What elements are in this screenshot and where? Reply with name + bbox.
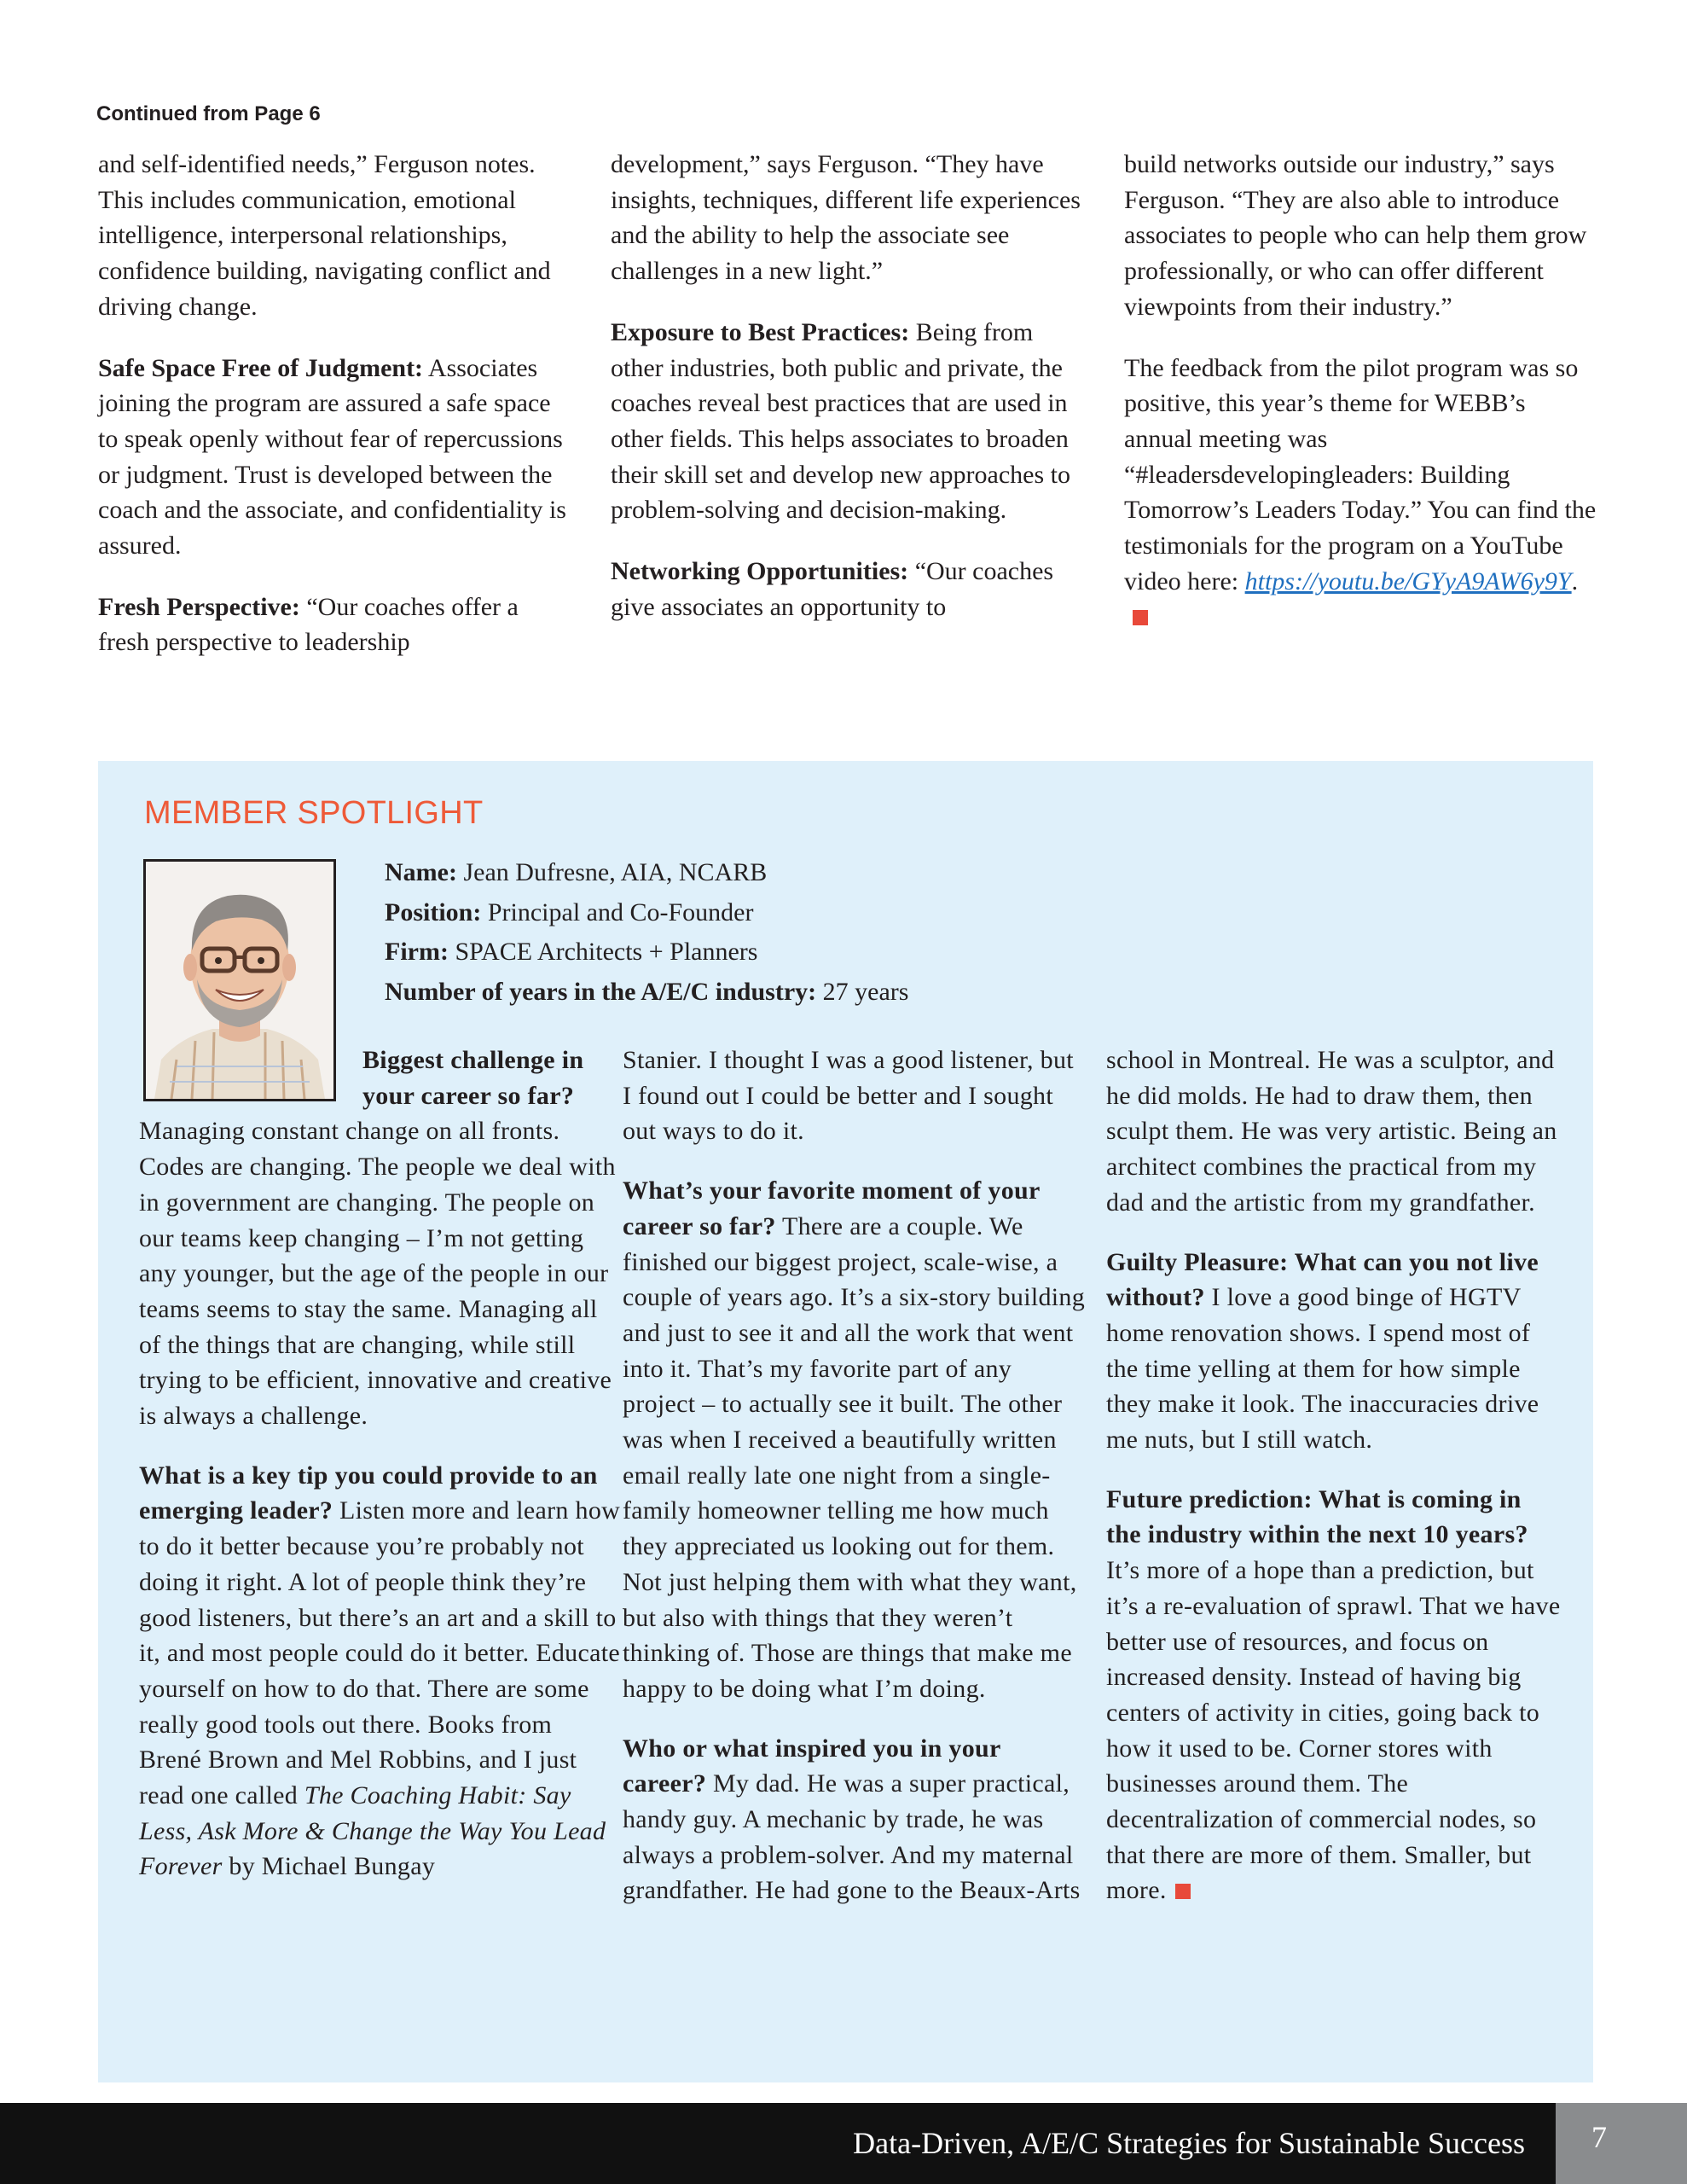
bio-value: Jean Dufresne, AIA, NCARB	[456, 858, 768, 886]
article-paragraph	[1124, 351, 1598, 636]
footer-bar	[0, 2103, 1687, 2184]
continued-label: Continued from Page 6	[96, 102, 321, 125]
bio-value: 27 years	[816, 977, 909, 1006]
page-number-box	[1556, 2103, 1687, 2184]
spotlight-title: MEMBER SPOTLIGHT	[144, 795, 484, 831]
bio-years-row	[385, 973, 908, 1013]
bio-name-row	[385, 853, 908, 893]
article-paragraph	[611, 315, 1088, 528]
answer: My dad. He was a super practical, handy guy. A mechanic by trade, he was always a problem-solver. And my maternal grandfather. He had gone to the Beaux-Arts	[623, 1769, 1081, 1905]
qa-paragraph: school in Montreal. He was a sculptor, and he did molds. He had to draw them, then sculpt them. He was very artistic. Being an architect combines the practical from my dad and the artistic from my grandfather.	[1106, 1046, 1557, 1217]
answer: It’s more of a hope than a prediction, but it’s a re-evaluation of sprawl. That we have better use of resources, and focus on increased density. Instead of having big centers of activity in cities, going back to how it used to be. Corner stores with businesses around them. The decentralization of commercial nodes, so that there are more of them. Smaller, but more.	[1106, 1556, 1561, 1905]
qa-paragraph: Stanier. I thought I was a good listener, but I found out I could be better and I sought out ways to do it.	[623, 1046, 1074, 1146]
qa-paragraph	[1106, 1482, 1562, 1908]
photo-wrap-spacer	[139, 1043, 362, 1113]
paragraph-lead: Fresh Perspective:	[98, 592, 300, 621]
end-mark-icon	[1175, 1884, 1191, 1899]
member-spotlight-box	[98, 761, 1593, 2082]
article-paragraph	[611, 554, 1088, 624]
question: Biggest challenge in your career so far?	[362, 1046, 584, 1110]
answer: by Michael Bungay	[222, 1852, 436, 1881]
qa-paragraph	[623, 1173, 1087, 1707]
article-paragraph: build networks outside our industry,” says Ferguson. “They are also able to introduce associates to people who can help them grow professionally, or who can offer different viewpoints from their industry.”	[1124, 150, 1587, 321]
article-paragraph	[98, 590, 576, 660]
qa-paragraph	[139, 1458, 621, 1885]
footer-tagline: Data-Driven, A/E/C Strategies for Sustainable Success	[853, 2126, 1525, 2160]
paragraph-body: “Our coaches offer a fresh perspective to leadership	[98, 592, 519, 657]
paragraph-body: The feedback from the pilot program was so positive, this year’s theme for WEBB’s annual meeting was “#leadersdevelopingleaders: Building Tomorrow’s Leaders Today.” You can find the testimonials for the program on a YouTube video here:	[1124, 353, 1597, 595]
question: Future prediction: What is coming in the industry within the next 10 years?	[1106, 1484, 1528, 1549]
spotlight-column-2	[623, 1043, 1087, 1932]
article-column-3	[1124, 147, 1598, 660]
article-paragraph: and self-identified needs,” Ferguson notes. This includes communication, emotional intelligence, interpersonal relationships, confidence building, navigating conflict and driving change.	[98, 150, 551, 321]
answer: Managing constant change on all fronts. Codes are changing. The people we deal with in government are changing. The people on our teams keep changing – I’m not getting any younger, but the age of the people in our teams seems to stay the same. Managing all of the things that are changing, while still trying to be efficient, innovative and creative is always a challenge.	[139, 1117, 616, 1431]
paragraph-lead: Exposure to Best Practices:	[611, 317, 910, 346]
page-number: 7	[1591, 2120, 1607, 2154]
question: Who or what inspired you in your career?	[623, 1734, 1001, 1798]
youtube-link[interactable]: https://youtu.be/GYyA9AW6y9Y	[1244, 566, 1572, 595]
end-mark-icon	[1133, 610, 1148, 625]
qa-paragraph	[1106, 1245, 1562, 1458]
article-paragraph	[98, 351, 576, 564]
bio-value: SPACE Architects + Planners	[448, 938, 758, 966]
article-column-1	[98, 147, 576, 686]
bio-position-row	[385, 893, 908, 933]
paragraph-body: Associates joining the program are assured a safe space to speak openly without fear of repercussions or judgment. Trust is developed between the coach and the associate, and confidentiality is assured.	[98, 353, 566, 561]
bio-firm-row	[385, 932, 908, 973]
bio-label: Number of years in the A/E/C industry:	[385, 977, 817, 1006]
question: What is a key tip you could provide to an emerging leader?	[139, 1461, 598, 1525]
paragraph-lead: Networking Opportunities:	[611, 557, 909, 586]
question: What’s your favorite moment of your career so far?	[623, 1176, 1041, 1240]
member-bio	[385, 853, 908, 1012]
question: Guilty Pleasure: What can you not live without?	[1106, 1247, 1539, 1312]
paragraph-body: “Our coaches give associates an opportunity to	[611, 557, 1054, 621]
article-paragraph: development,” says Ferguson. “They have insights, techniques, different life experiences and the ability to help the associate see challenges in a new light.”	[611, 150, 1081, 286]
answer: I love a good binge of HGTV home renovation shows. I spend most of the time yelling at them for how simple they make it look. The inaccuracies drive me nuts, but I still watch.	[1106, 1283, 1539, 1455]
bio-label: Name:	[385, 858, 457, 886]
bio-label: Position:	[385, 897, 482, 926]
link-punctuation: .	[1571, 566, 1579, 595]
paragraph-lead: Safe Space Free of Judgment:	[98, 353, 424, 382]
spotlight-column-1	[139, 1043, 621, 1908]
paragraph-body: Being from other industries, both public and private, the coaches reveal best practices that are used in other fields. This helps associates to broaden their skill set and develop new approaches to problem-solving and decision-making.	[611, 317, 1071, 525]
book-title: The Coaching Habit: Say Less, Ask More & Change the Way You Lead Forever	[139, 1781, 606, 1881]
answer: There are a couple. We finished our biggest project, scale-wise, a couple of years ago. It’s a six-story building and just to see it and all the work that went into it. That’s my favorite part of any project – to actually see it built. The other was when I received a beautifully written email really late one night from a single-family homeowner telling me how much they appreciated us looking out for them. Not just helping them with what they want, but also with things that they weren’t thinking of. Those are things that make me happy to be doing what I’m doing.	[623, 1211, 1086, 1703]
bio-value: Principal and Co-Founder	[481, 897, 754, 926]
article-column-2	[611, 147, 1088, 650]
bio-label: Firm:	[385, 938, 449, 966]
answer: Listen more and learn how to do it better because you’re probably not doing it right. A lot of people think they’re good listeners, but there’s an art and a skill to it, and most people could do it better. Educate yourself on how to do that. There are some really good tools out there. Books from Brené Brown and Mel Robbins, and I just read one called	[139, 1496, 621, 1810]
spotlight-column-3	[1106, 1043, 1562, 1932]
qa-paragraph	[623, 1731, 1087, 1909]
